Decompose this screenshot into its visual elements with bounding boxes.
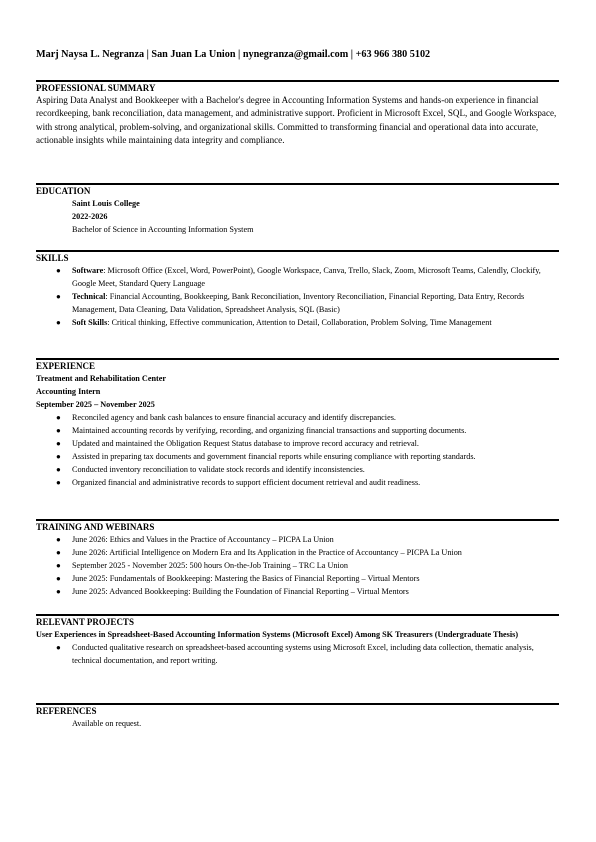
contact-header: Marj Naysa L. Negranza | San Juan La Union | nynegranza@gmail.com | +63 966 380 5102	[36, 49, 431, 60]
skill-label: Technical	[72, 292, 106, 301]
list-item	[36, 463, 559, 476]
list-item	[36, 476, 559, 489]
bullet-icon: ●	[56, 465, 61, 474]
skills-list	[36, 264, 559, 329]
list-item-text: June 2026: Ethics and Values in the Practice of Accountancy – PICPA La Union	[72, 535, 334, 544]
bullet-icon: ●	[56, 439, 61, 448]
summary-text: Aspiring Data Analyst and Bookkeeper with a Bachelor's degree in Accounting Information Systems and hands-on experience in financial recordkeeping, bank reconciliation, data management, and administrative support. Proficient in Microsoft Excel, SQL, and Google Workspace, with strong analytical, problem-solving, and organizational skills. Committed to transforming financial and operational data into accurate, actionable insights while maintaining data integrity and compliance.	[36, 95, 557, 146]
summary-title: PROFESSIONAL SUMMARY	[36, 83, 156, 93]
project-title: User Experiences in Spreadsheet-Based Accounting Information Systems (Microsoft Excel) Among SK Treasurers (Undergraduate Thesis)	[36, 630, 519, 639]
references-title: REFERENCES	[36, 706, 97, 716]
bullet-icon: ●	[56, 413, 61, 422]
job-dates: September 2025 – November 2025	[36, 400, 155, 409]
experience-title: EXPERIENCE	[36, 361, 96, 371]
list-item	[36, 450, 559, 463]
list-item-text: Reconciled agency and bank cash balances to ensure financial accuracy and identify discrepancies.	[72, 413, 396, 422]
list-item	[36, 641, 559, 667]
list-item-text: Organized financial and administrative records to support efficient document retrieval and audit readiness.	[72, 478, 421, 487]
bullet-icon: ●	[56, 548, 61, 557]
list-item	[36, 316, 559, 329]
list-item	[36, 424, 559, 437]
list-item-text: June 2025: Advanced Bookkeeping: Building the Foundation of Financial Reporting – Virtual Mentors	[72, 587, 409, 596]
education-years: 2022-2026	[72, 212, 108, 221]
skills-title: SKILLS	[36, 253, 69, 263]
skills-section	[36, 250, 559, 329]
bullet-icon: ●	[56, 574, 61, 583]
job-role: Accounting Intern	[36, 387, 101, 396]
skill-label: Soft Skills	[72, 318, 108, 327]
list-item	[36, 559, 559, 572]
bullet-icon: ●	[56, 643, 61, 652]
skill-text: : Critical thinking, Effective communication, Attention to Detail, Collaboration, Problem Solving, Time Management	[107, 318, 492, 327]
bullet-icon: ●	[56, 561, 61, 570]
education-section	[36, 183, 559, 236]
skill-text: : Microsoft Office (Excel, Word, PowerPoint), Google Workspace, Canva, Trello, Slack, Zoom, Microsoft Teams, Calendly, Clockify, Google Meet, Standard Query Language	[72, 266, 541, 288]
bullet-icon: ●	[56, 266, 61, 275]
training-section	[36, 519, 559, 598]
list-item	[36, 572, 559, 585]
experience-list	[36, 411, 559, 489]
bullet-icon: ●	[56, 478, 61, 487]
list-item-text: June 2025: Fundamentals of Bookkeeping: Mastering the Basics of Financial Reporting – Virtual Mentors	[72, 574, 420, 583]
list-item	[36, 264, 559, 290]
bullet-icon: ●	[56, 426, 61, 435]
list-item-text: Conducted inventory reconciliation to validate stock records and identify inconsistencies.	[72, 465, 365, 474]
list-item	[36, 533, 559, 546]
bullet-icon: ●	[56, 452, 61, 461]
bullet-icon: ●	[56, 535, 61, 544]
list-item	[36, 585, 559, 598]
list-item	[36, 411, 559, 424]
experience-section	[36, 358, 559, 489]
skill-text: : Financial Accounting, Bookkeeping, Bank Reconciliation, Inventory Reconciliation, Financial Reporting, Data Entry, Records Management, Data Cleaning, Data Validation, Spreadsheet Analysis, SQL (Basic)	[72, 292, 525, 314]
bullet-icon: ●	[56, 292, 61, 301]
list-item-text: Updated and maintained the Obligation Request Status database to improve record accuracy and retrieval.	[72, 439, 419, 448]
list-item	[36, 546, 559, 559]
bullet-icon: ●	[56, 318, 61, 327]
projects-title: RELEVANT PROJECTS	[36, 617, 134, 627]
school-name: Saint Louis College	[72, 199, 140, 208]
degree-name: Bachelor of Science in Accounting Information System	[72, 225, 254, 234]
references-section	[36, 703, 559, 730]
bullet-icon: ●	[56, 587, 61, 596]
summary-section	[36, 80, 559, 148]
references-text: Available on request.	[72, 719, 142, 728]
list-item-text: Conducted qualitative research on spreadsheet-based accounting systems using Microsoft Excel, including data collection, thematic analysis, technical documentation, and report writing.	[72, 643, 534, 665]
skill-label: Software	[72, 266, 104, 275]
training-list	[36, 533, 559, 598]
projects-list	[36, 641, 559, 667]
list-item-text: June 2026: Artificial Intelligence on Modern Era and Its Application in the Practice of Accountancy – PICPA La Union	[72, 548, 462, 557]
list-item-text: Assisted in preparing tax documents and government financial reports while ensuring compliance with reporting standards.	[72, 452, 476, 461]
list-item-text: Maintained accounting records by verifying, recording, and organizing financial transactions and supporting documents.	[72, 426, 467, 435]
list-item-text: September 2025 - November 2025: 500 hours On-the-Job Training – TRC La Union	[72, 561, 348, 570]
list-item	[36, 437, 559, 450]
training-title: TRAINING AND WEBINARS	[36, 522, 155, 532]
education-title: EDUCATION	[36, 186, 91, 196]
projects-section	[36, 614, 559, 667]
organization-name: Treatment and Rehabilitation Center	[36, 374, 167, 383]
list-item	[36, 290, 559, 316]
